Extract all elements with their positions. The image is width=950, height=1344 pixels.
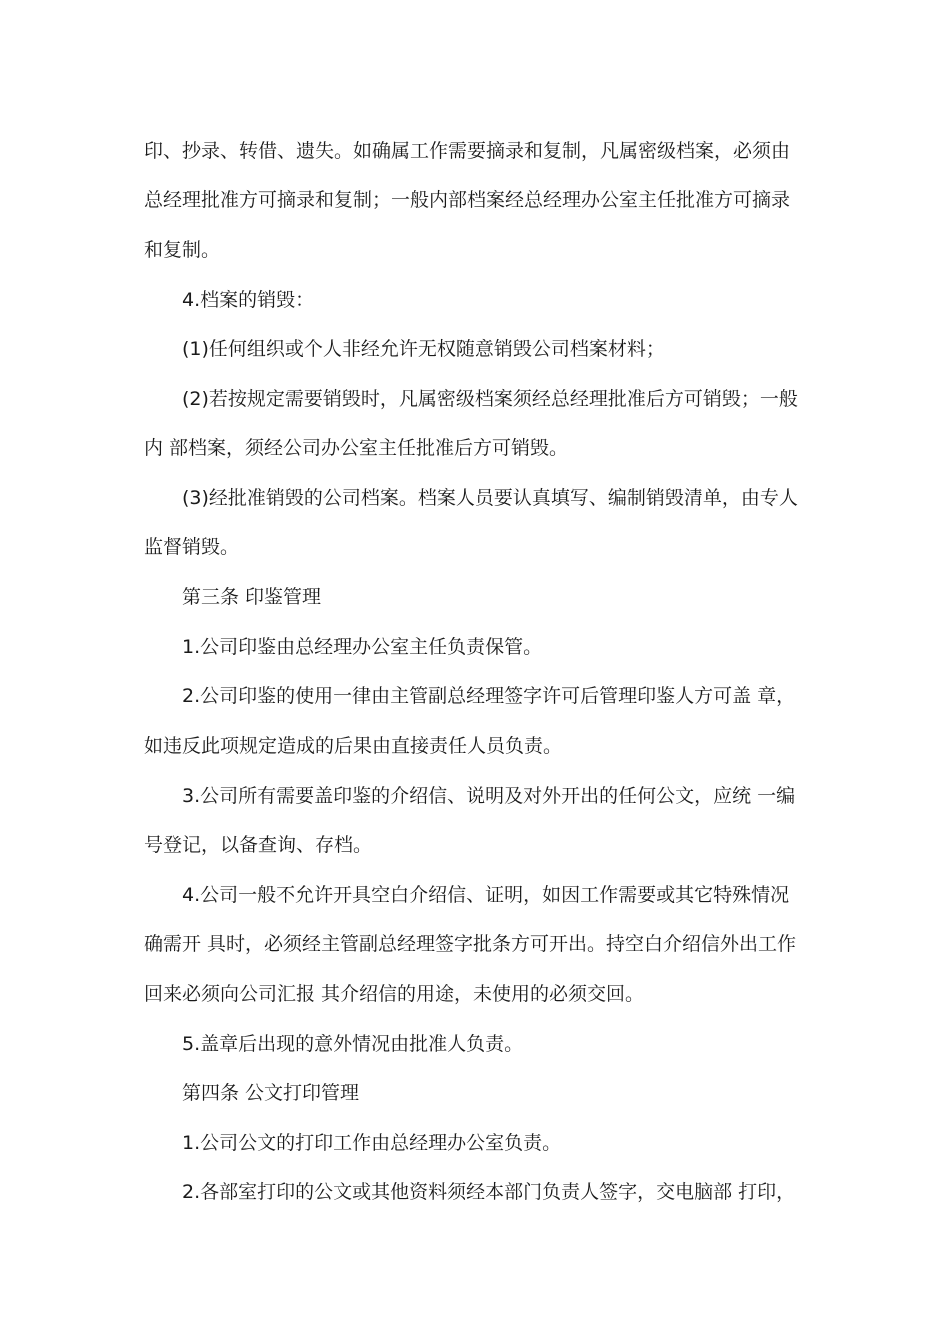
text-line: 1.公司公文的打印工作由总经理办公室负责。 — [182, 1132, 562, 1154]
text-line: 1.公司印鉴由总经理办公室主任负责保管。 — [182, 636, 543, 658]
text-line: (2)若按规定需要销毁时，凡属密级档案须经总经理批准后方可销毁；一般 — [182, 388, 798, 410]
text-line: 确需开 具时，必须经主管副总经理签字批条方可开出。持空白介绍信外出工作 — [144, 933, 797, 955]
text-line: 2.公司印鉴的使用一律由主管副总经理签字许可后管理印鉴人方可盖 章， — [182, 685, 796, 707]
text-line: (1)任何组织或个人非经允许无权随意销毁公司档案材料； — [182, 338, 665, 360]
text-line: 2.各部室打印的公文或其他资料须经本部门负责人签字，交电脑部 打印， — [182, 1181, 796, 1203]
text-line: 3.公司所有需要盖印鉴的介绍信、说明及对外开出的任何公文，应统 一编 — [182, 785, 796, 807]
text-line: 总经理批准方可摘录和复制；一般内部档案经总经理办公室主任批准方可摘录 — [144, 189, 791, 211]
text-line: 回来必须向公司汇报 其介绍信的用途，未使用的必须交回。 — [144, 983, 645, 1005]
text-line: 4.公司一般不允许开具空白介绍信、证明，如因工作需要或其它特殊情况 — [182, 884, 790, 906]
article-heading: 第四条 公文打印管理 — [182, 1082, 360, 1104]
text-line: 5.盖章后出现的意外情况由批准人负责。 — [182, 1033, 524, 1055]
section-item-heading: 4.档案的销毁： — [182, 289, 315, 311]
text-line: (3)经批准销毁的公司档案。档案人员要认真填写、编制销毁清单，由专人 — [182, 487, 798, 509]
text-line: 内 部档案，须经公司办公室主任批准后方可销毁。 — [144, 437, 569, 459]
article-heading: 第三条 印鉴管理 — [182, 586, 322, 608]
text-line: 监督销毁。 — [144, 536, 240, 558]
text-line: 印、抄录、转借、遗失。如确属工作需要摘录和复制，凡属密级档案，必须由 — [144, 140, 791, 162]
text-line: 号登记，以备查询、存档。 — [144, 834, 373, 856]
text-line: 和复制。 — [144, 239, 221, 261]
text-line: 如违反此项规定造成的后果由直接责任人员负责。 — [144, 735, 563, 757]
